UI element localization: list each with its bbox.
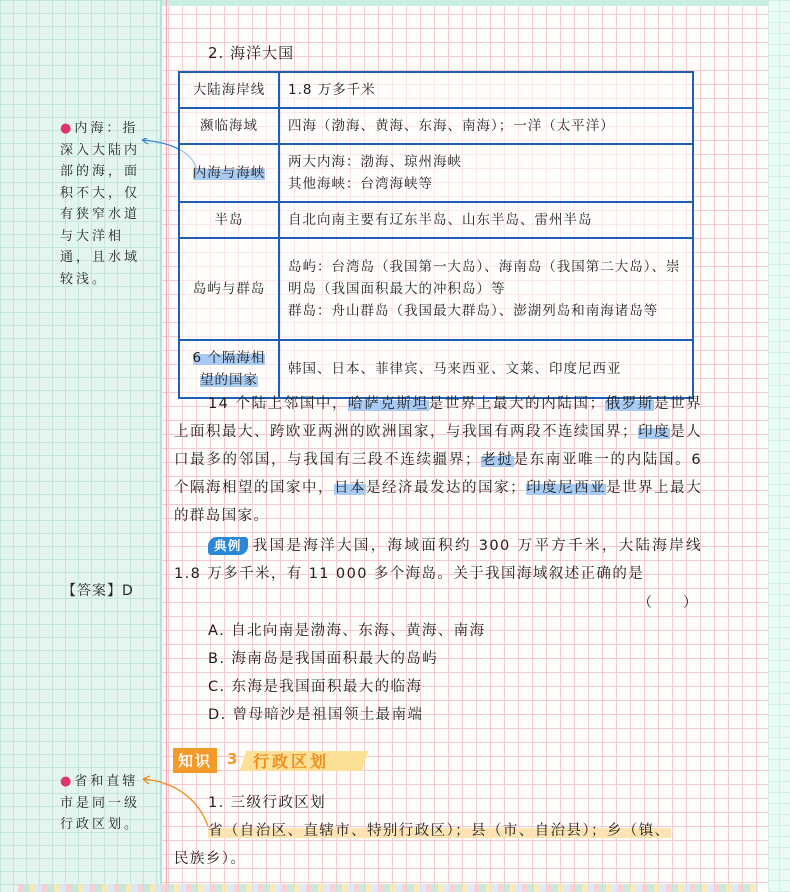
table-row <box>179 108 693 144</box>
row-content: 自北向南主要有辽东半岛、山东半岛、雷州半岛 <box>279 202 693 238</box>
option-a: A. 自北向南是渤海、东海、黄海、南海 <box>208 623 486 639</box>
ocean-facts-table <box>178 71 694 399</box>
row-content: 四海（渤海、黄海、东海、南海）；一洋（太平洋） <box>279 108 693 144</box>
margin-note-province: ●省和直辖市是同一级行政区划。 <box>60 774 141 832</box>
answer-bracket: （ ） <box>638 595 698 611</box>
table-row <box>179 72 693 108</box>
knowledge-tag: 知识 <box>173 748 217 773</box>
row-content: 韩国、日本、菲律宾、马来西亚、文莱、印度尼西亚 <box>279 340 693 398</box>
bullet-dot-icon: ● <box>60 774 75 789</box>
row-header: 半岛 <box>179 202 279 238</box>
option-d: D. 曾母暗沙是祖国领土最南端 <box>208 707 424 723</box>
row-content: 岛屿：台湾岛（我国第一大岛）、海南岛（我国第二大岛）、崇明岛（我国面积最大的冲积岛）等 群岛：舟山群岛（我国最大群岛）、澎湖列岛和南海诸岛等 <box>279 238 693 340</box>
bullet-dot-icon: ● <box>60 121 75 136</box>
example-tag: 典例 <box>208 537 248 555</box>
answer-label: 【答案】D <box>62 583 134 599</box>
knowledge-title: 行政区划 <box>253 752 330 771</box>
admin-levels-line2: 民族乡）。 <box>174 851 247 867</box>
admin-levels-line: 省（自治区、直辖市、特别行政区）；县（市、自治县）；乡（镇、 <box>208 823 671 839</box>
row-header: 6 个隔海相望的国家 <box>179 340 279 398</box>
knowledge-number: 3 <box>227 750 238 768</box>
section-title: 2. 海洋大国 <box>208 44 295 62</box>
neighbors-paragraph: 14 个陆上邻国中，哈萨克斯坦是世界上最大的内陆国；俄罗斯是世界上面积最大、跨欧亚两洲的欧洲国家，与我国有两段不连续国界；印度是人口最多的邻国，与我国有三段不连续疆界；老挝是东南亚唯一的内陆国。6 个隔海相望的国家中，日本是经济最发达的国家；印度尼西亚是世界上最大的群岛国家。 <box>174 396 703 524</box>
option-b: B. 海南岛是我国面积最大的岛屿 <box>208 651 439 667</box>
right-border <box>768 0 790 892</box>
example-question: 典例 我国是海洋大国，海域面积约 300 万平方千米，大陆海岸线 1.8 万多千米，有 11 000 多个海岛。关于我国海域叙述正确的是 <box>174 538 702 582</box>
row-content: 两大内海：渤海、琼州海峡 其他海峡：台湾海峡等 <box>279 144 693 202</box>
row-header: 大陆海岸线 <box>179 72 279 108</box>
knowledge-header <box>173 747 363 773</box>
row-header: 内海与海峡 <box>179 144 279 202</box>
row-header: 濒临海域 <box>179 108 279 144</box>
margin-line <box>166 0 167 892</box>
row-content: 1.8 万多千米 <box>279 72 693 108</box>
table-row <box>179 202 693 238</box>
bottom-decoration <box>18 884 758 892</box>
row-header: 岛屿与群岛 <box>179 238 279 340</box>
table-row <box>179 238 693 340</box>
table-row <box>179 144 693 202</box>
option-c: C. 东海是我国面积最大的临海 <box>208 679 423 695</box>
margin-note-inland-sea: ●内海：指深入大陆内部的海，面积不大，仅有狭窄水道与大洋相通，且水域较浅。 <box>60 121 141 287</box>
subsection-title: 1. 三级行政区划 <box>208 795 327 811</box>
